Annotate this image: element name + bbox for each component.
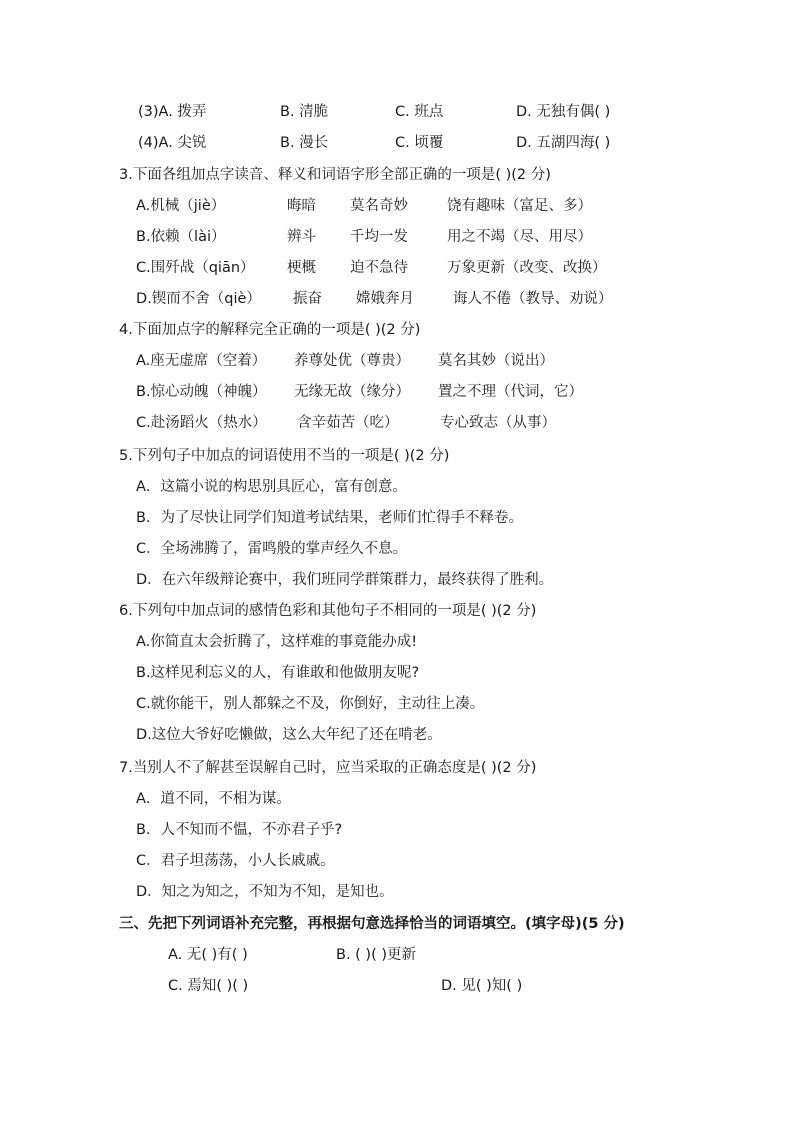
q7-option-b: B．人不知而不愠，不亦君子乎?: [136, 822, 343, 838]
q3-b-1: B.依赖（lài）: [136, 229, 226, 245]
q4-c-1: C.赴汤蹈火（热水）: [136, 415, 267, 431]
section-3-title: 三、先把下列词语补充完整，再根据句意选择恰当的词语填空。(填字母)(5 分): [119, 916, 625, 932]
q7-option-a: A．道不同，不相为谋。: [136, 791, 291, 807]
q2-r4-a: (4)A. 尖锐: [138, 135, 207, 151]
q6-option-b: B.这样见利忘义的人，有谁敢和他做朋友呢?: [136, 665, 420, 681]
q6-option-c: C.就你能干，别人都躲之不及，你倒好，主动往上凑。: [136, 696, 485, 712]
q7-stem: 7.当别人不了解甚至误解自己时，应当采取的正确态度是( )(2 分): [119, 760, 537, 776]
q2-r4-b: B. 漫长: [280, 135, 329, 151]
q2-r4-d: D. 五湖四海( ): [516, 135, 611, 151]
q7-option-d: D．知之为知之，不知为不知，是知也。: [136, 884, 394, 900]
q4-b-1: B.惊心动魄（神魄）: [136, 384, 267, 400]
q6-stem: 6.下列句中加点词的感情色彩和其他句子不相同的一项是( )(2 分): [119, 603, 537, 619]
q3-a-2: 晦暗: [287, 198, 316, 214]
q4-b-3: 置之不理（代词，它）: [438, 384, 583, 400]
section-3-a: A. 无( )有( ): [168, 947, 248, 963]
q2-r4-c: C. 顷覆: [395, 135, 444, 151]
q5-option-c: C．全场沸腾了，雷鸣般的掌声经久不息。: [136, 541, 408, 557]
q3-a-4: 饶有趣味（富足、多）: [447, 198, 592, 214]
q3-c-1: C.围歼战（qiān）: [136, 260, 255, 276]
q2-r3-c: C. 班点: [395, 104, 444, 120]
q6-option-a: A.你简直太会折腾了，这样难的事竟能办成!: [136, 634, 418, 650]
q3-d-4: 诲人不倦（教导、劝说）: [453, 291, 613, 307]
q4-b-2: 无缘无故（缘分）: [294, 384, 410, 400]
q3-a-3: 莫名奇妙: [350, 198, 408, 214]
q3-d-1: D.锲而不舍（qiè）: [136, 291, 261, 307]
q3-d-2: 振奋: [293, 291, 322, 307]
q3-stem: 3.下面各组加点字读音、释义和词语字形全部正确的一项是( )(2 分): [119, 167, 551, 183]
q4-a-1: A.座无虚席（空着）: [136, 353, 267, 369]
q5-option-a: A．这篇小说的构思别具匠心，富有创意。: [136, 479, 407, 495]
q4-a-3: 莫名其妙（说出）: [438, 353, 554, 369]
q3-b-4: 用之不竭（尽、用尽）: [447, 229, 592, 245]
q5-option-d: D．在六年级辩论赛中，我们班同学群策群力，最终获得了胜利。: [136, 572, 554, 588]
q5-option-b: B．为了尽快让同学们知道考试结果，老师们忙得手不释卷。: [136, 510, 523, 526]
q3-c-4: 万象更新（改变、改换）: [447, 260, 607, 276]
q3-a-1: A.机械（jiè）: [136, 198, 226, 214]
q3-c-2: 梗概: [287, 260, 316, 276]
q3-b-3: 千均一发: [350, 229, 408, 245]
q2-r3-b: B. 清脆: [280, 104, 329, 120]
section-3-d: D. 见( )知( ): [441, 978, 523, 994]
q4-a-2: 养尊处优（尊贵）: [294, 353, 410, 369]
q4-stem: 4.下面加点字的解释完全正确的一项是( )(2 分): [119, 322, 421, 338]
q4-c-3: 专心致志（从事）: [440, 415, 556, 431]
section-3-c: C. 焉知( )( ): [168, 978, 249, 994]
q5-stem: 5.下列句子中加点的词语使用不当的一项是( )(2 分): [119, 448, 450, 464]
section-3-b: B. ( )( )更新: [336, 947, 417, 963]
q6-option-d: D.这位大爷好吃懒做，这么大年纪了还在啃老。: [136, 727, 442, 743]
q2-r3-a: (3)A. 拨弄: [138, 104, 207, 120]
q2-r3-d: D. 无独有偶( ): [516, 104, 611, 120]
q3-d-3: 嫦娥奔月: [356, 291, 414, 307]
q3-c-3: 迫不急待: [350, 260, 408, 276]
q7-option-c: C．君子坦荡荡，小人长戚戚。: [136, 853, 335, 869]
q3-b-2: 辨斗: [287, 229, 316, 245]
q4-c-2: 含辛茹苦（吃）: [297, 415, 399, 431]
